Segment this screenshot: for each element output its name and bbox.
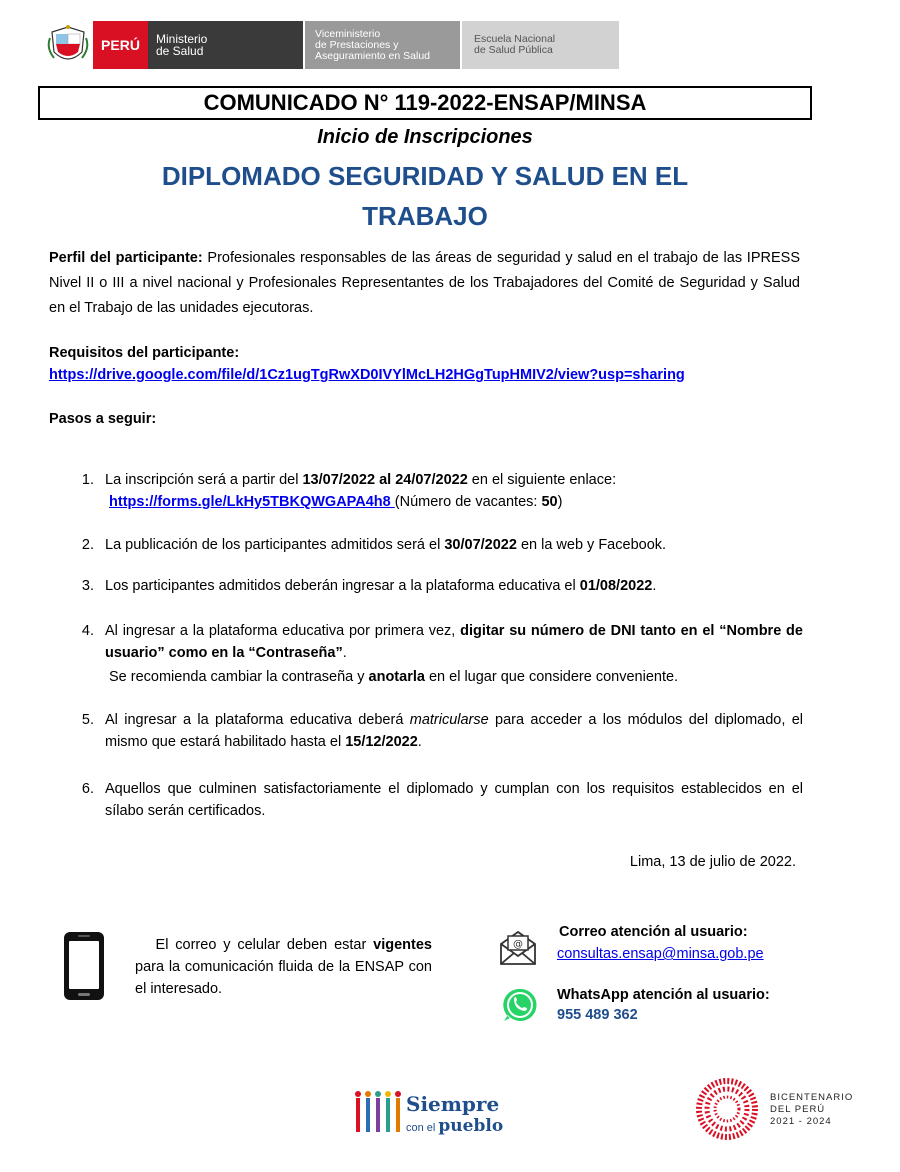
phone-note-emphasis: vigentes bbox=[373, 937, 432, 953]
bicentenario-text bbox=[770, 1092, 853, 1128]
step-text: Al ingresar a la plataforma educativa por primera vez, bbox=[105, 623, 461, 639]
correo-label: Correo atención al usuario: bbox=[559, 924, 748, 940]
siempre-pueblo: pueblo bbox=[438, 1116, 504, 1136]
step-text: . bbox=[342, 645, 347, 661]
requisitos-link[interactable]: https://drive.google.com/file/d/1Cz1ugTgRwXD0IVYlMcLH2HGgTupHMIV2/view?usp=sharing bbox=[49, 367, 685, 383]
peru-coat-of-arms-icon bbox=[46, 24, 90, 68]
siempre-con-el-pueblo-logo bbox=[346, 1086, 506, 1142]
inscription-form-link[interactable]: https://forms.gle/LkHy5TBKQWGAPA4h8 bbox=[109, 494, 395, 510]
escuela-line-1: Escuela Nacional bbox=[474, 33, 556, 45]
step-date: 01/08/2022 bbox=[579, 578, 653, 594]
step-text: . bbox=[417, 734, 422, 750]
vice-line-3: Aseguramiento en Salud bbox=[315, 49, 430, 62]
date-line: Lima, 13 de julio de 2022. bbox=[629, 854, 796, 870]
email-envelope-icon bbox=[498, 928, 538, 968]
whatsapp-label: WhatsApp atención al usuario: bbox=[557, 987, 770, 1003]
bicentenario-line-3: 2021 - 2024 bbox=[770, 1116, 832, 1127]
phone-note-text: para la comunicación fluida de la ENSAP con el interesado. bbox=[135, 959, 432, 997]
comunicado-title: COMUNICADO N° 119-2022-ENSAP/MINSA bbox=[38, 86, 812, 120]
escuela-line-2: de Salud Pública bbox=[474, 44, 553, 56]
vice-line-1: Viceministerio bbox=[315, 27, 381, 40]
perfil-paragraph bbox=[49, 246, 800, 321]
ministerio-line-2: de Salud bbox=[156, 44, 204, 58]
peru-band bbox=[93, 21, 148, 69]
main-title bbox=[100, 156, 750, 236]
step-text: . bbox=[652, 578, 657, 594]
step-text: en el siguiente enlace: bbox=[467, 472, 617, 488]
vice-line-2: de Prestaciones y bbox=[315, 38, 399, 51]
bicentenario-line-1: BICENTENARIO bbox=[770, 1092, 854, 1103]
step-number: 6. bbox=[81, 781, 94, 797]
step-text: Al ingresar a la plataforma educativa deberá bbox=[105, 712, 410, 728]
step-text: para acceder a los módulos del diplomado, el mismo que estará habilitado hasta el bbox=[105, 712, 803, 750]
ministerio-line-1: Ministerio bbox=[156, 32, 208, 46]
step-text: Se recomienda cambiar la contraseña y bbox=[109, 669, 369, 685]
step-text: La publicación de los participantes admitidos será el bbox=[105, 537, 445, 553]
phone-note-text: El correo y celular deben estar bbox=[155, 937, 374, 953]
ministerio-band bbox=[148, 21, 303, 69]
correo-email-link[interactable]: consultas.ensap@minsa.gob.pe bbox=[557, 946, 764, 962]
svg-text:@: @ bbox=[513, 939, 523, 950]
perfil-label: Perfil del participante: bbox=[49, 250, 203, 266]
bicentenario-logo bbox=[676, 1068, 870, 1152]
bicentenario-starburst-icon bbox=[696, 1078, 758, 1140]
step-number: 1. bbox=[81, 472, 94, 488]
perfil-text: Profesionales responsables de las áreas de seguridad y salud en el trabajo de las IPRESS Nivel II o III a nivel nacional y Profesionales Representantes de los Trabajadores del Comité de Seguridad y Salud en el Trabajo de las unidades ejecutoras. bbox=[49, 250, 800, 316]
step-text: (Número de vacantes: bbox=[394, 494, 542, 510]
step-text: en el lugar que considere conveniente. bbox=[424, 669, 679, 685]
bicentenario-line-2: DEL PERÚ bbox=[770, 1104, 826, 1115]
step-number: 5. bbox=[81, 712, 94, 728]
step-text: en la web y Facebook. bbox=[516, 537, 667, 553]
list-item bbox=[70, 469, 803, 513]
pasos-label: Pasos a seguir: bbox=[49, 411, 157, 427]
step-number: 4. bbox=[81, 623, 94, 639]
escuela-band bbox=[462, 21, 619, 69]
list-item bbox=[70, 575, 803, 597]
siempre-text: Siempre bbox=[406, 1092, 500, 1116]
viceministerio-band bbox=[305, 21, 460, 69]
whatsapp-number: 955 489 362 bbox=[557, 1007, 638, 1023]
phone-note bbox=[135, 934, 432, 1000]
subtitle: Inicio de Inscripciones bbox=[317, 126, 533, 148]
step-text: Los participantes admitidos deberán ingresar a la plataforma educativa el bbox=[105, 578, 580, 594]
requisitos-label: Requisitos del participante: bbox=[49, 345, 240, 361]
list-item bbox=[70, 620, 803, 688]
siempre-con-el: con el bbox=[406, 1122, 436, 1134]
step-text: Aquellos que culminen satisfactoriamente el diplomado y cumplan con los requisitos establecidos en el sílabo serán certificados. bbox=[105, 781, 803, 819]
step-date-range: 13/07/2022 al 24/07/2022 bbox=[302, 472, 468, 488]
step-number: 2. bbox=[81, 537, 94, 553]
vacancies-count: 50 bbox=[541, 494, 558, 510]
siempre-figures-icon bbox=[350, 1088, 402, 1140]
step-text: La inscripción será a partir del bbox=[105, 472, 303, 488]
step-date: 30/07/2022 bbox=[444, 537, 517, 553]
requisitos-section bbox=[49, 342, 800, 386]
main-title-line-1: DIPLOMADO SEGURIDAD Y SALUD EN EL bbox=[161, 161, 689, 191]
mobile-phone-icon bbox=[62, 930, 106, 1002]
whatsapp-icon bbox=[502, 987, 538, 1023]
step-emphasis: matricularse bbox=[409, 712, 489, 728]
list-item bbox=[70, 709, 803, 753]
step-number: 3. bbox=[81, 578, 94, 594]
list-item bbox=[70, 534, 803, 556]
siempre-line-2 bbox=[406, 1116, 503, 1136]
step-emphasis: anotarla bbox=[368, 669, 425, 685]
peru-label: PERÚ bbox=[101, 37, 140, 53]
step-date: 15/12/2022 bbox=[345, 734, 418, 750]
step-instruction: digitar su número de DNI tanto en el “Nombre de usuario” como en la “Contraseña” bbox=[105, 623, 803, 661]
list-item bbox=[70, 778, 803, 822]
main-title-line-2: TRABAJO bbox=[362, 201, 488, 231]
step-text: ) bbox=[557, 494, 563, 510]
